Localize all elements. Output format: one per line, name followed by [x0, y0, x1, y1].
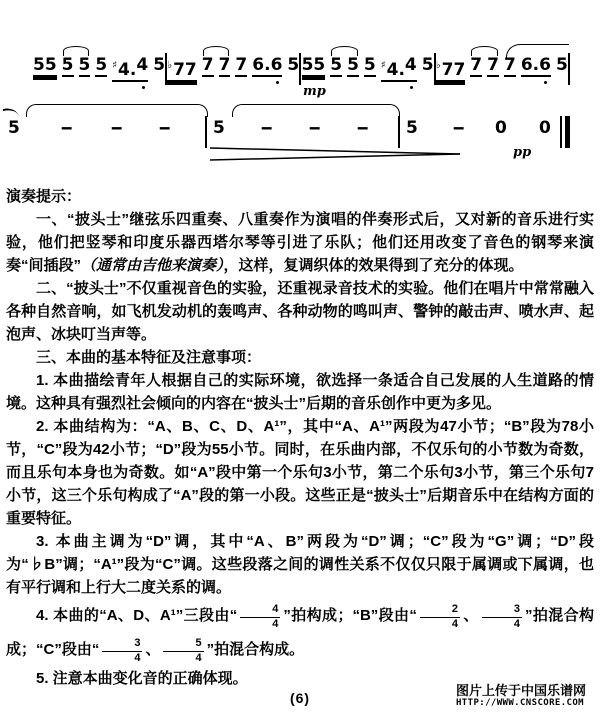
measure-1: [33, 44, 165, 82]
duration-dash: -: [60, 118, 74, 138]
music-line-1: [33, 44, 570, 85]
note: 7: [487, 55, 499, 75]
paragraph-text: 、: [463, 607, 479, 624]
dotted-note-group: [252, 56, 282, 77]
duration-dash: -: [452, 118, 466, 138]
dynamic-pp: pp: [513, 145, 532, 160]
note-digit: 77: [173, 60, 197, 80]
tie-arc: [506, 44, 569, 58]
note-digit: 4.: [118, 60, 137, 80]
paragraph-text: ”拍混合构成。: [206, 641, 305, 658]
dynamic-mp: mp: [303, 84, 326, 99]
sharp-accidental-icon: ♯: [380, 60, 386, 71]
paragraph-text: 一、“披头士”继弦乐四重奏、八重奏作为演唱的伴奏形式后，又对新的音乐进行实验，他们把竖琴和印度乐器西塔尔琴等引进了乐队；他们还用改变了音色的钢琴来演奏“间插段”: [6, 211, 594, 274]
paragraph-text: 、: [145, 641, 161, 658]
note: 5: [421, 55, 434, 75]
slur-group: [62, 56, 91, 77]
barline: [398, 116, 400, 148]
dotted-note-group: [381, 56, 417, 82]
ts-numerator: 3: [102, 638, 142, 652]
rest: 0: [495, 118, 507, 138]
notes-heading: 演奏提示：: [6, 188, 82, 205]
note-digit: 4.: [386, 60, 405, 80]
paragraph-text: ”拍混合构成；“C”段由“: [6, 607, 594, 658]
duration-dash: -: [356, 118, 370, 138]
note-paragraph-1: [6, 208, 594, 277]
time-signature: [420, 604, 460, 630]
ts-denominator: 4: [272, 618, 279, 630]
note: 5: [330, 55, 343, 75]
note: 55: [33, 55, 57, 75]
note: [436, 56, 465, 82]
note: 7: [201, 55, 214, 75]
note-item-5: 5. 注意本曲变化音的正确体现。: [36, 670, 248, 687]
ts-numerator: 3: [482, 604, 522, 618]
time-signature: [240, 604, 280, 630]
note: 5: [8, 118, 20, 138]
duration-dash: -: [260, 118, 274, 138]
performance-notes: [6, 185, 594, 690]
note-item-3: 3. 本曲主调为“D”调，其中“A、B”两段为“D”调；“C”段为“G”调；“D”段为“♭B”调；“A¹”段为“C”调。这些段落之间的调性关系不仅仅只限于属调或下属调，也有平行调和上行大二度关系的调。: [6, 533, 594, 596]
note: 5: [347, 55, 359, 75]
final-barline-thin: [560, 116, 562, 148]
note-item-2: 2. 本曲结构为：“A、B、C、D、A¹”，其中“A、A¹”两段为47小节；“B”段为78小节，“C”段为42小节；“D”段为55小节。同时，在乐曲内部，不仅乐句的小节数为奇数，而且乐句本身也为奇数。如“A”段中第一个乐句3小节，第二个乐句3小节，第三个乐句7小节，这三个乐句构成了“A”段的第一小段。这些正是“披头士”后期音乐中在结构方面的重要特征。: [6, 418, 594, 527]
note-paragraph-3: 三、本曲的基本特征及注意事项：: [36, 349, 262, 366]
note: 5: [287, 55, 300, 75]
note: 5: [406, 118, 418, 138]
barline: [205, 116, 207, 148]
note: 5: [555, 55, 568, 75]
ts-denominator: 4: [134, 652, 141, 664]
note: 4: [405, 56, 417, 82]
slur-group: [330, 56, 359, 77]
slur-group: [202, 56, 231, 77]
measure-3: [302, 44, 434, 82]
note: 7: [235, 55, 248, 75]
note: 5: [95, 55, 108, 75]
note-item-1: 1. 本曲描绘青年人根据自己的实际环境，欲选择一条适合自己发展的人生道路的情境。这种具有强烈社会倾向的内容在“披头士”后期的音乐创作中更为多见。: [6, 372, 594, 412]
note: 5: [363, 55, 376, 75]
note: [167, 56, 196, 82]
ts-numerator: 5: [163, 638, 203, 652]
note: 5: [61, 55, 74, 75]
dotted-note-group: [112, 56, 148, 82]
ts-numerator: 4: [240, 604, 280, 618]
ts-numerator: 2: [420, 604, 460, 618]
decrescendo-hairpin: [210, 145, 465, 163]
page-number: (6): [289, 690, 311, 706]
duration-dash: -: [110, 118, 124, 138]
sharp-accidental-icon: ♯: [112, 60, 118, 71]
note: 5: [78, 55, 91, 75]
watermark-url: HTTP://WWW.CNSCORE.COM: [455, 698, 584, 708]
note: 5: [153, 55, 166, 75]
note-paragraph-2: 二、“披头士”不仅重视音色的实验，还重视录音技术的实验。他们在唱片中常常融入各种自然音响，如飞机发动机的轰鸣声、各种动物的鸣叫声、警钟的敲击声、喷水声、起泡声、冰块叮当声等。: [6, 280, 594, 343]
flat-accidental-icon: ♭: [167, 60, 173, 71]
note: 6.: [252, 55, 271, 75]
paragraph-text: ”拍构成；“B”段由“: [283, 607, 417, 624]
note: 6: [539, 55, 551, 75]
watermark-text: 图片上传于中国乐谱网: [455, 683, 586, 698]
note: 6: [270, 55, 283, 75]
time-signature: [102, 638, 142, 664]
ts-denominator: 4: [195, 652, 202, 664]
ts-denominator: 4: [451, 618, 459, 630]
paragraph-text-italic: （通常由吉他来演奏）: [81, 257, 224, 274]
slur-group: [470, 56, 499, 77]
note: [112, 56, 136, 82]
rest: 0: [539, 118, 551, 138]
duration-dash: -: [158, 118, 172, 138]
note: [381, 56, 405, 82]
note: 4: [136, 56, 148, 82]
flat-accidental-icon: ♭: [435, 60, 441, 71]
ts-denominator: 4: [513, 618, 520, 630]
note: 7: [503, 55, 516, 75]
time-signature: [163, 638, 203, 664]
note: 6.: [520, 55, 540, 75]
note-item-4: [6, 599, 594, 667]
note: 7: [470, 55, 483, 75]
duration-dash: -: [308, 118, 322, 138]
measure-2: [167, 44, 299, 82]
paragraph-text: 4. 本曲的“A、D、A¹”三段由“: [36, 607, 238, 624]
watermark: [456, 683, 586, 708]
dotted-note-group: [521, 56, 551, 77]
note: 5: [213, 118, 225, 138]
note: 55: [301, 55, 326, 75]
paragraph-text: ，这样，复调织体的效果得到了充分的体现。: [223, 257, 524, 274]
note-digit: 77: [441, 60, 466, 80]
time-signature: [482, 604, 522, 630]
note: 7: [218, 55, 231, 75]
final-barline-thick: [565, 116, 570, 148]
